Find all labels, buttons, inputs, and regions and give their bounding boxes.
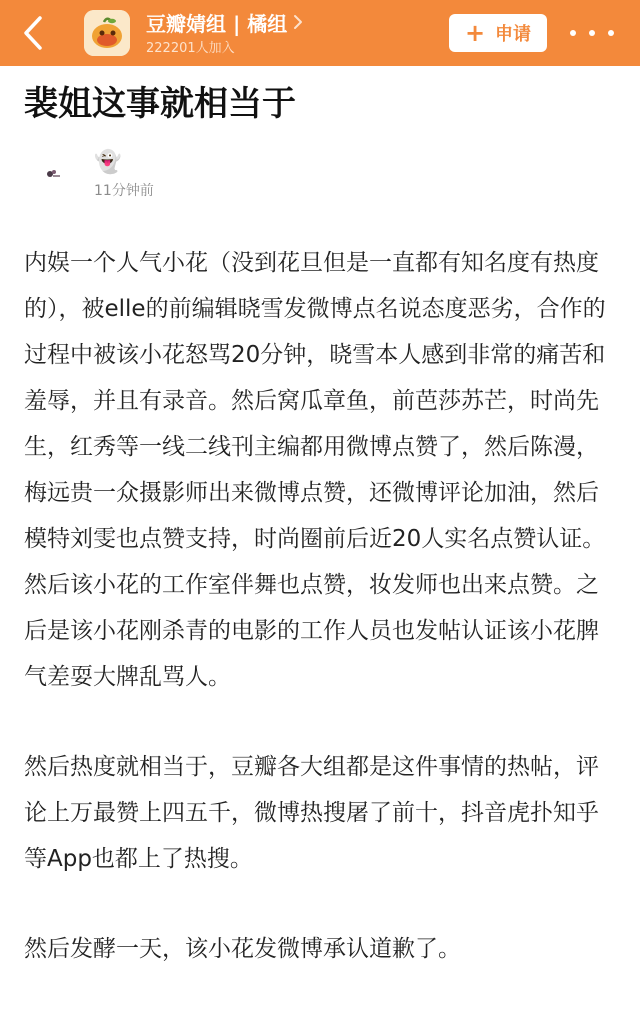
more-dots-icon [589,30,595,36]
group-name: 豆瓣婧组 | 橘组 [146,11,288,36]
back-arrow-icon [16,12,56,54]
more-dots-icon [570,30,576,36]
top-bar [0,0,640,66]
post-title: 裴姐这事就相当于 [24,84,296,124]
post-paragraph: 然后发酵一天，该小花发微博承认道歉了。 [24,936,461,962]
post-paragraph: 内娱一个人气小花（没到花旦但是一直都有知名度有热度的），被elle的前编辑晓雪发微博点名说态度恶劣，合作的过程中被该小花怒骂20分钟，晓雪本人感到非常的痛苦和羞辱，并且有录音。然后窝瓜章鱼，前芭莎苏芒，时尚先生，红秀等一线二线刊主编都用微博点赞了，然后陈漫，梅远贵一众摄影师出来微博点赞，还微博评论加油，然后模特刘雯也点赞支持，时尚圈前后近20人实名点赞认证。然后该小花的工作室伴舞也点赞，妆发师也出来点赞。之后是该小花刚杀青的电影的工作人员也发帖认证该小花脾气差耍大牌乱骂人。 [24,250,606,690]
group-name-link[interactable] [146,8,303,36]
group-avatar-image [84,10,130,56]
author-avatar-image [40,160,66,186]
apply-button[interactable] [449,14,547,52]
plus-icon: + [464,19,486,47]
back-button[interactable] [16,12,56,54]
more-dots-icon [608,30,614,36]
post-content [24,240,620,1016]
chevron-right-icon [293,14,303,30]
more-button[interactable] [570,20,614,46]
apply-button-label: 申请 [495,24,532,45]
author-avatar[interactable] [40,160,66,186]
post-time: 11分钟前 [94,183,154,199]
ghost-icon: 👻 [94,150,122,175]
post-paragraph: 然后热度就相当于，豆瓣各大组都是这件事情的热帖，评论上万最赞上四五千，微博热搜屠了前十，抖音虎扑知乎等App也都上了热搜。 [24,754,599,872]
member-count: 222201人加入 [146,41,235,56]
group-avatar[interactable] [84,10,130,56]
